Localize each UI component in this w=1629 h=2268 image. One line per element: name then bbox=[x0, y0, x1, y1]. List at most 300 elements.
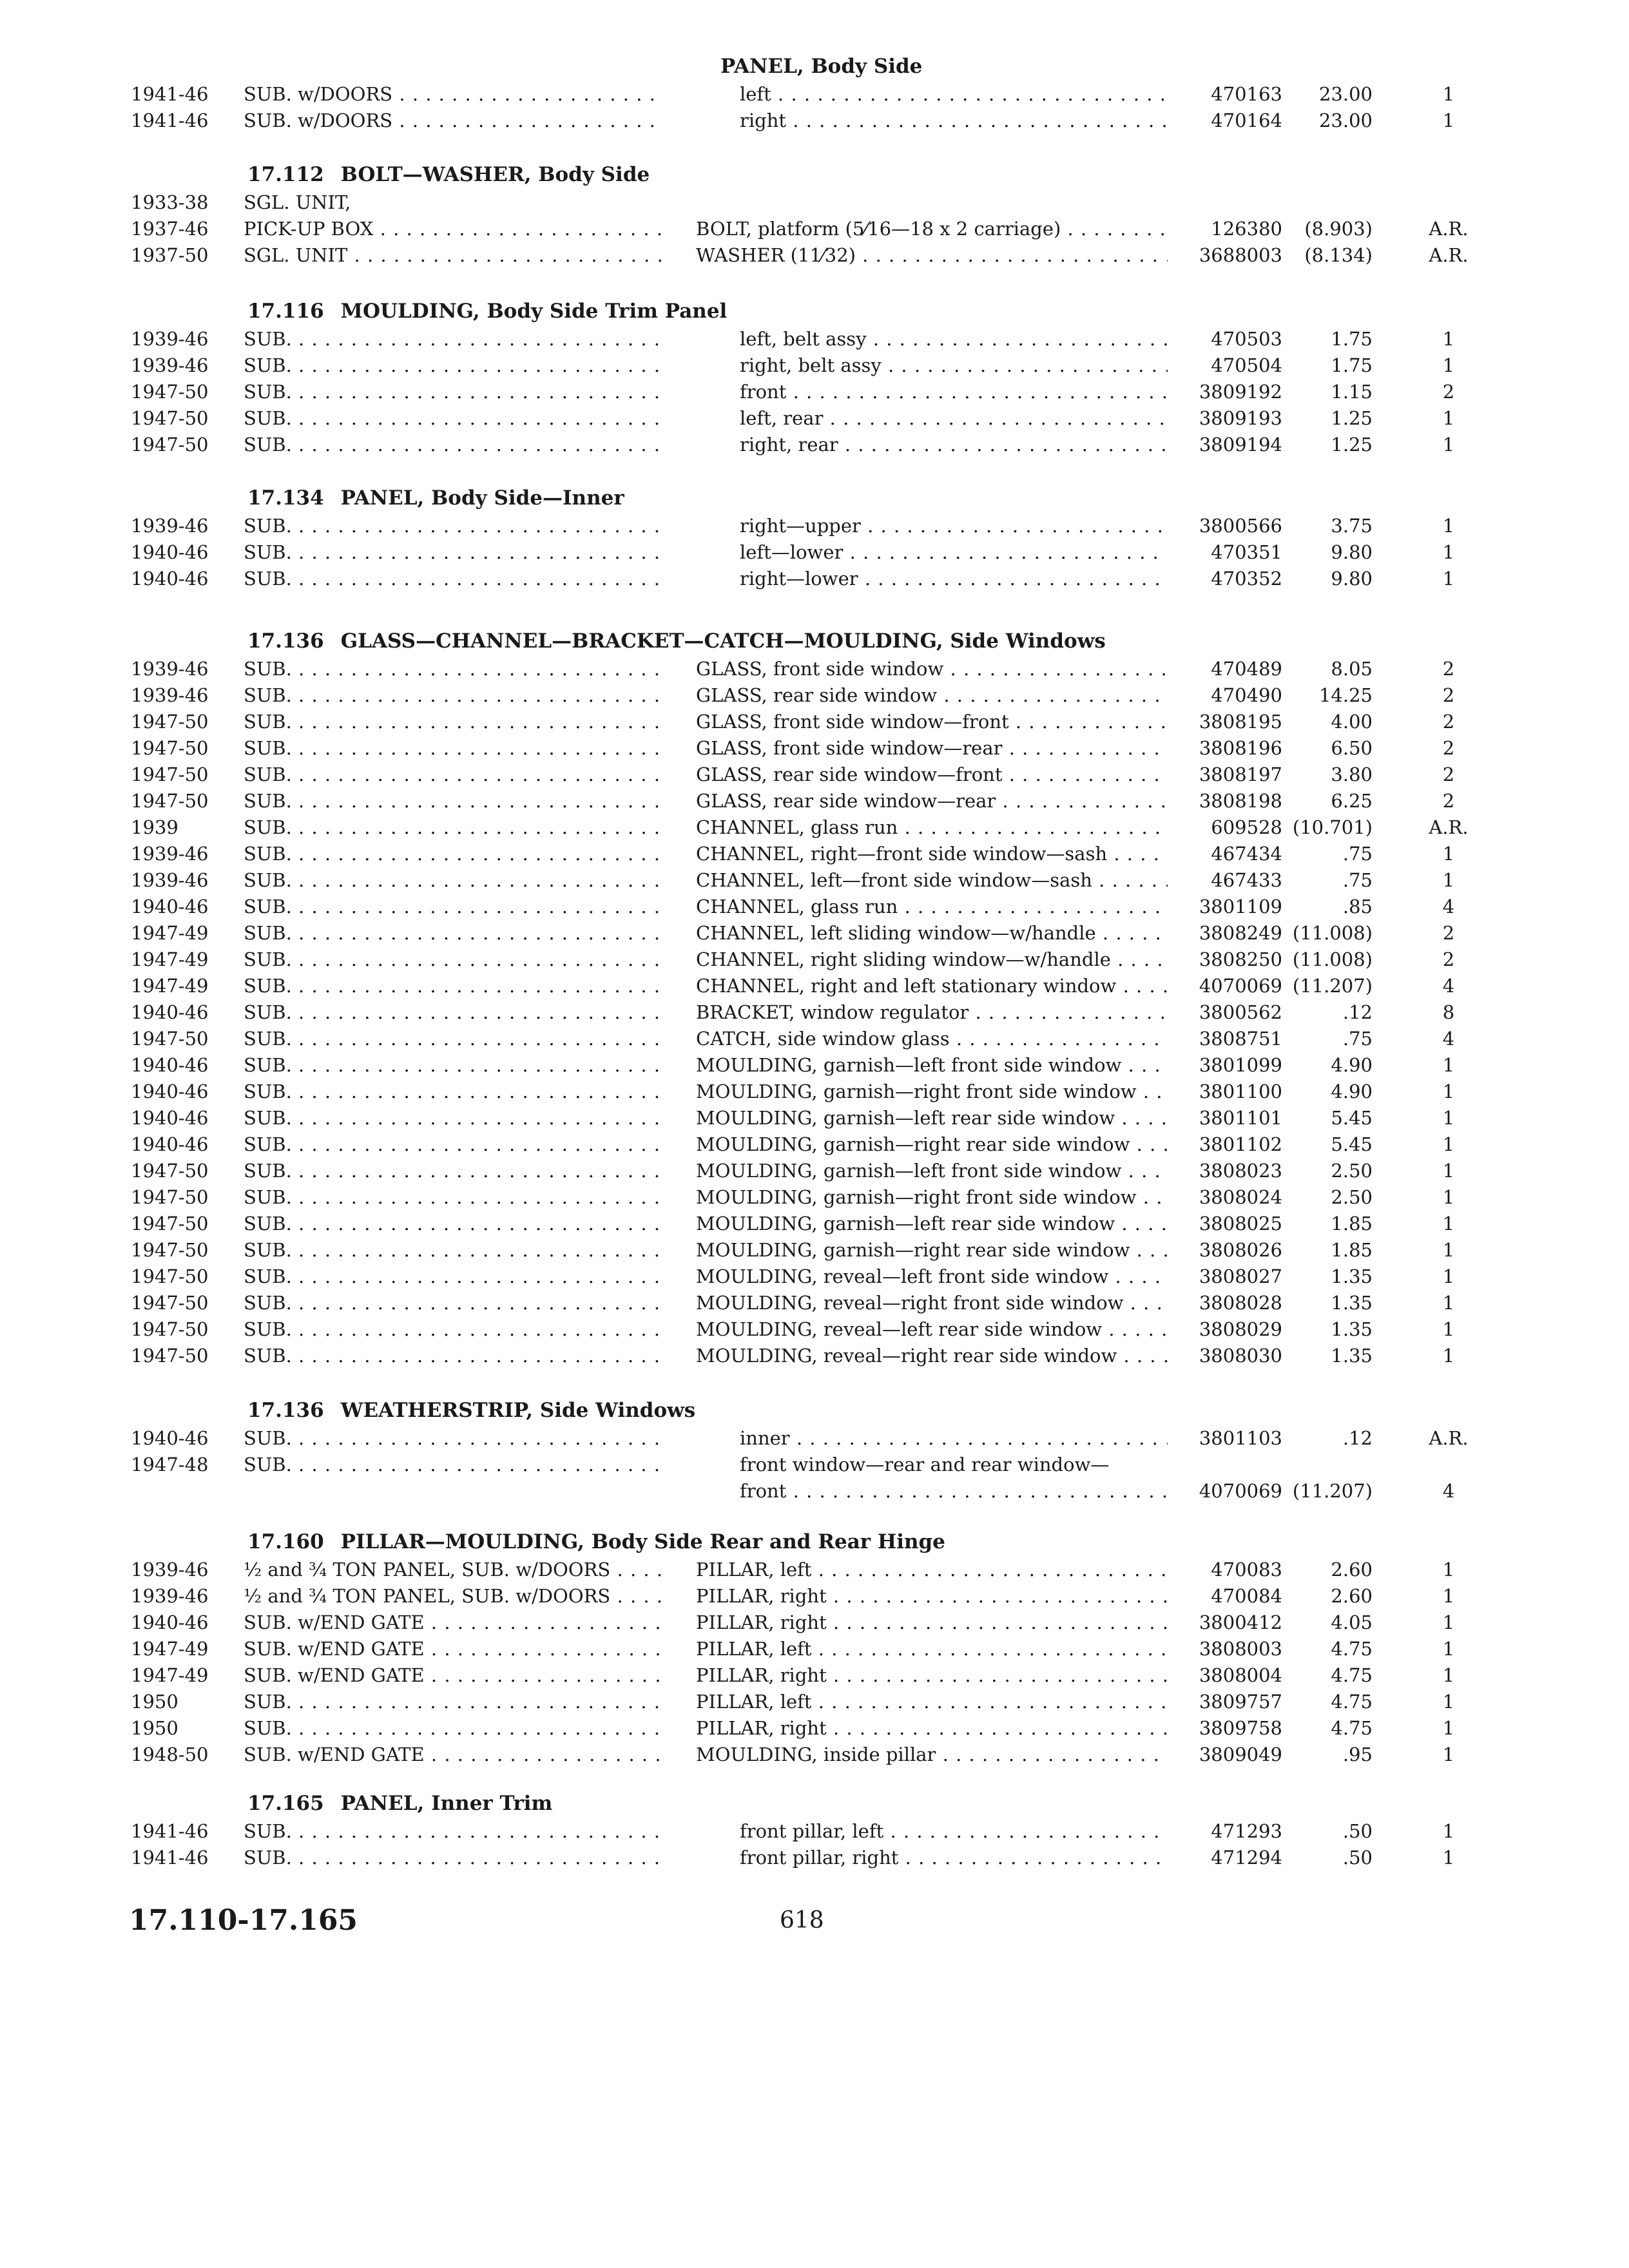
model-name: SUB. . . . bbox=[244, 999, 662, 1026]
part-number: 3800562 bbox=[1199, 1001, 1282, 1023]
parts-row bbox=[0, 1343, 1629, 1369]
model-year: 1939 bbox=[131, 816, 178, 838]
part-description: MOULDING, reveal—left rear side window . . . bbox=[696, 1316, 1168, 1343]
model-year: 1939-46 bbox=[131, 658, 209, 680]
model-name: SUB. . . . bbox=[244, 947, 662, 973]
quantity: 4 bbox=[1442, 1028, 1455, 1050]
part-number: 3808026 bbox=[1199, 1239, 1282, 1261]
part-price: 4.75 bbox=[1331, 1638, 1373, 1660]
model-year: 1941-46 bbox=[131, 83, 209, 105]
footer-section-range: 17.110-17.165 bbox=[129, 1904, 358, 1937]
part-price: (11.207) bbox=[1292, 1480, 1373, 1502]
part-price: 6.50 bbox=[1331, 737, 1373, 759]
model-name: SUB. . . . bbox=[244, 709, 662, 735]
quantity: A.R. bbox=[1429, 816, 1469, 838]
part-price: (11.207) bbox=[1292, 975, 1373, 997]
parts-row bbox=[0, 814, 1629, 841]
part-number: 3808024 bbox=[1199, 1186, 1282, 1208]
part-number: 3808198 bbox=[1199, 790, 1282, 812]
part-description: MOULDING, garnish—right rear side window . . . bbox=[696, 1131, 1168, 1158]
model-year: 1950 bbox=[131, 1717, 178, 1739]
quantity: 1 bbox=[1442, 1186, 1455, 1208]
part-number: 3809192 bbox=[1199, 381, 1282, 403]
model-name: SUB. . . . bbox=[244, 762, 662, 788]
model-name: SUB. . . . bbox=[244, 920, 662, 947]
part-description: PILLAR, left . . . bbox=[696, 1557, 1168, 1583]
part-number: 471294 bbox=[1211, 1847, 1282, 1869]
section-number: 17.116 bbox=[247, 300, 324, 323]
quantity: 1 bbox=[1442, 1054, 1455, 1076]
model-year: 1939-46 bbox=[131, 328, 209, 350]
quantity: 1 bbox=[1442, 1744, 1455, 1765]
model-name: SUB. w/DOORS . . . bbox=[244, 108, 662, 134]
model-year: 1940-46 bbox=[131, 1001, 209, 1023]
section-heading bbox=[247, 161, 650, 188]
parts-row bbox=[0, 920, 1629, 947]
section-number: 17.160 bbox=[247, 1530, 324, 1553]
quantity: 2 bbox=[1442, 711, 1455, 733]
quantity: 1 bbox=[1442, 1820, 1455, 1842]
quantity: 1 bbox=[1442, 1213, 1455, 1235]
parts-row bbox=[0, 999, 1629, 1026]
part-number: 3809757 bbox=[1199, 1691, 1282, 1713]
part-price: 1.25 bbox=[1331, 434, 1373, 456]
quantity: 2 bbox=[1442, 737, 1455, 759]
model-name: SUB. . . . bbox=[244, 539, 662, 566]
parts-row bbox=[0, 1689, 1629, 1715]
section-number: 17.136 bbox=[247, 629, 324, 653]
model-name: SUB. . . . bbox=[244, 1026, 662, 1052]
model-year: 1947-50 bbox=[131, 1028, 209, 1050]
quantity: 1 bbox=[1442, 541, 1455, 563]
model-name: SUB. . . . bbox=[244, 1158, 662, 1184]
model-year: 1939-46 bbox=[131, 1559, 209, 1581]
parts-row bbox=[0, 1158, 1629, 1184]
model-year: 1947-49 bbox=[131, 1638, 209, 1660]
part-number: 3808028 bbox=[1199, 1292, 1282, 1314]
part-price: .50 bbox=[1342, 1820, 1373, 1842]
model-name: SUB. . . . bbox=[244, 735, 662, 762]
parts-row bbox=[0, 1052, 1629, 1079]
model-year: 1940-46 bbox=[131, 1611, 209, 1633]
model-year: 1940-46 bbox=[131, 1081, 209, 1102]
model-name: SUB. w/END GATE . . . bbox=[244, 1662, 662, 1689]
model-name: SUB. . . . bbox=[244, 566, 662, 592]
parts-row bbox=[0, 1845, 1629, 1871]
model-name: SUB. . . . bbox=[244, 1290, 662, 1316]
model-name: SUB. . . . bbox=[244, 1452, 662, 1478]
part-number: 3808003 bbox=[1199, 1638, 1282, 1660]
part-price: 23.00 bbox=[1318, 83, 1373, 105]
model-year: 1947-50 bbox=[131, 407, 209, 429]
parts-row bbox=[0, 1184, 1629, 1211]
quantity: 1 bbox=[1442, 1691, 1455, 1713]
model-name: SUB. . . . bbox=[244, 1425, 662, 1452]
quantity: 1 bbox=[1442, 354, 1455, 376]
part-number: 4070069 bbox=[1199, 1480, 1282, 1502]
model-year: 1937-46 bbox=[131, 218, 209, 240]
part-number: 3808195 bbox=[1199, 711, 1282, 733]
part-description: CHANNEL, right—front side window—sash . . . bbox=[696, 841, 1168, 867]
model-year: 1947-50 bbox=[131, 1239, 209, 1261]
part-number: 467433 bbox=[1211, 869, 1282, 891]
parts-row bbox=[0, 894, 1629, 920]
part-price: 2.60 bbox=[1331, 1559, 1373, 1581]
parts-row bbox=[0, 1610, 1629, 1636]
part-price: 14.25 bbox=[1318, 684, 1373, 706]
section-number: 17.165 bbox=[247, 1792, 324, 1815]
part-price: (10.701) bbox=[1292, 816, 1373, 838]
parts-row bbox=[0, 1715, 1629, 1742]
part-price: 2.60 bbox=[1331, 1585, 1373, 1607]
quantity: 1 bbox=[1442, 1318, 1455, 1340]
part-price: 4.75 bbox=[1331, 1717, 1373, 1739]
model-year: 1947-50 bbox=[131, 711, 209, 733]
part-description: MOULDING, garnish—right front side window . . . bbox=[696, 1079, 1168, 1105]
parts-row bbox=[0, 1026, 1629, 1052]
part-price: 4.90 bbox=[1331, 1054, 1373, 1076]
model-year: 1947-50 bbox=[131, 1265, 209, 1287]
parts-row bbox=[0, 1425, 1629, 1452]
quantity: 2 bbox=[1442, 922, 1455, 944]
section-heading bbox=[247, 298, 727, 325]
quantity: 1 bbox=[1442, 434, 1455, 456]
model-name: SGL. UNIT . . . bbox=[244, 242, 662, 269]
part-price: 1.75 bbox=[1331, 354, 1373, 376]
part-price: 4.05 bbox=[1331, 1611, 1373, 1633]
part-description: GLASS, front side window—rear . . . bbox=[696, 735, 1168, 762]
part-number: 470504 bbox=[1211, 354, 1282, 376]
parts-row bbox=[0, 762, 1629, 788]
part-description: CHANNEL, glass run . . . bbox=[696, 814, 1168, 841]
section-number: 17.136 bbox=[247, 1399, 324, 1422]
model-year: 1939-46 bbox=[131, 354, 209, 376]
model-year: 1941-46 bbox=[131, 1847, 209, 1869]
quantity: 1 bbox=[1442, 869, 1455, 891]
model-year: 1947-50 bbox=[131, 1345, 209, 1367]
parts-row bbox=[0, 947, 1629, 973]
part-description: CATCH, side window glass . . . bbox=[696, 1026, 1168, 1052]
model-year: 1939-46 bbox=[131, 684, 209, 706]
model-name: SUB. . . . bbox=[244, 973, 662, 999]
parts-row bbox=[0, 1478, 1629, 1504]
model-name: SUB. . . . bbox=[244, 1316, 662, 1343]
part-number: 3801099 bbox=[1199, 1054, 1282, 1076]
quantity: 1 bbox=[1442, 1292, 1455, 1314]
part-description: front pillar, left . . . bbox=[740, 1818, 1168, 1845]
model-year: 1947-50 bbox=[131, 764, 209, 785]
model-name: SUB. . . . bbox=[244, 326, 662, 352]
quantity: 2 bbox=[1442, 764, 1455, 785]
parts-row bbox=[0, 1079, 1629, 1105]
quantity: 1 bbox=[1442, 1133, 1455, 1155]
part-number: 470489 bbox=[1211, 658, 1282, 680]
section-title: GLASS—CHANNEL—BRACKET—CATCH—MOULDING, Side Windows bbox=[340, 629, 1106, 653]
part-description: GLASS, rear side window—front . . . bbox=[696, 762, 1168, 788]
part-number: 3808023 bbox=[1199, 1160, 1282, 1182]
part-description: right—lower . . . bbox=[740, 566, 1168, 592]
model-name: SUB. . . . bbox=[244, 1211, 662, 1237]
part-description: inner . . . bbox=[740, 1425, 1168, 1452]
model-name: SUB. . . . bbox=[244, 379, 662, 405]
part-number: 470084 bbox=[1211, 1585, 1282, 1607]
model-name: SGL. UNIT, bbox=[244, 191, 351, 213]
part-price: 1.35 bbox=[1331, 1292, 1373, 1314]
section-heading bbox=[247, 628, 1106, 655]
model-year: 1947-50 bbox=[131, 790, 209, 812]
part-number: 3801103 bbox=[1199, 1427, 1282, 1449]
quantity: 2 bbox=[1442, 684, 1455, 706]
part-price: 6.25 bbox=[1331, 790, 1373, 812]
part-description: MOULDING, reveal—right front side window . . . bbox=[696, 1290, 1168, 1316]
quantity: 1 bbox=[1442, 1160, 1455, 1182]
model-name: SUB. . . . bbox=[244, 788, 662, 814]
section-heading bbox=[704, 53, 922, 80]
part-number: 609528 bbox=[1211, 816, 1282, 838]
model-name: SUB. . . . bbox=[244, 814, 662, 841]
part-price: 1.85 bbox=[1331, 1239, 1373, 1261]
part-price: .12 bbox=[1342, 1001, 1373, 1023]
model-year: 1933-38 bbox=[131, 191, 209, 213]
part-number: 3808027 bbox=[1199, 1265, 1282, 1287]
part-number: 470351 bbox=[1211, 541, 1282, 563]
parts-row bbox=[0, 735, 1629, 762]
section-title: MOULDING, Body Side Trim Panel bbox=[340, 300, 728, 323]
part-description: MOULDING, garnish—left rear side window . . . bbox=[696, 1105, 1168, 1131]
part-description: left, rear . . . bbox=[740, 405, 1168, 432]
model-year: 1941-46 bbox=[131, 110, 209, 131]
part-number: 3801101 bbox=[1199, 1107, 1282, 1129]
part-description: GLASS, rear side window . . . bbox=[696, 682, 1168, 709]
part-price: (8.134) bbox=[1304, 244, 1373, 266]
parts-row bbox=[0, 682, 1629, 709]
part-price: 1.75 bbox=[1331, 328, 1373, 350]
part-price: 4.75 bbox=[1331, 1691, 1373, 1713]
part-price: 23.00 bbox=[1318, 110, 1373, 131]
parts-row bbox=[0, 216, 1629, 242]
parts-row bbox=[0, 242, 1629, 269]
parts-row bbox=[0, 513, 1629, 539]
part-description: WASHER (11⁄32) . . . bbox=[696, 242, 1168, 269]
part-number: 470490 bbox=[1211, 684, 1282, 706]
parts-row bbox=[0, 1636, 1629, 1662]
quantity: 1 bbox=[1442, 1638, 1455, 1660]
quantity: 2 bbox=[1442, 381, 1455, 403]
part-description: MOULDING, garnish—left rear side window . . . bbox=[696, 1211, 1168, 1237]
quantity: 4 bbox=[1442, 975, 1455, 997]
part-number: 3808030 bbox=[1199, 1345, 1282, 1367]
model-year: 1947-50 bbox=[131, 434, 209, 456]
quantity: 1 bbox=[1442, 1239, 1455, 1261]
parts-row bbox=[0, 1290, 1629, 1316]
model-name: SUB. . . . bbox=[244, 1818, 662, 1845]
part-description: PILLAR, left . . . bbox=[696, 1689, 1168, 1715]
part-price: 4.90 bbox=[1331, 1081, 1373, 1102]
part-description: CHANNEL, glass run . . . bbox=[696, 894, 1168, 920]
part-number: 3801100 bbox=[1199, 1081, 1282, 1102]
part-price: 9.80 bbox=[1331, 541, 1373, 563]
quantity: 1 bbox=[1442, 110, 1455, 131]
model-name: ½ and ¾ TON PANEL, SUB. w/DOORS . . . bbox=[244, 1583, 662, 1610]
part-description: MOULDING, garnish—right rear side window . . . bbox=[696, 1237, 1168, 1264]
model-name: SUB. . . . bbox=[244, 513, 662, 539]
model-year: 1947-49 bbox=[131, 948, 209, 970]
model-year: 1940-46 bbox=[131, 1133, 209, 1155]
parts-row bbox=[0, 1131, 1629, 1158]
part-description: MOULDING, garnish—right front side window . . . bbox=[696, 1184, 1168, 1211]
model-year: 1941-46 bbox=[131, 1820, 209, 1842]
part-price: 8.05 bbox=[1331, 658, 1373, 680]
model-year: 1947-49 bbox=[131, 1664, 209, 1686]
model-name: SUB. . . . bbox=[244, 1131, 662, 1158]
part-price: 9.80 bbox=[1331, 568, 1373, 590]
part-description: front . . . bbox=[740, 1478, 1168, 1504]
section-heading bbox=[247, 1528, 945, 1555]
model-year: 1947-50 bbox=[131, 1318, 209, 1340]
parts-row bbox=[0, 1818, 1629, 1845]
parts-row bbox=[0, 108, 1629, 134]
model-name: SUB. . . . bbox=[244, 1079, 662, 1105]
part-price: .12 bbox=[1342, 1427, 1373, 1449]
part-description: MOULDING, garnish—left front side window . . . bbox=[696, 1052, 1168, 1079]
model-name: SUB. w/END GATE . . . bbox=[244, 1742, 662, 1768]
model-year: 1947-50 bbox=[131, 381, 209, 403]
parts-row bbox=[0, 1557, 1629, 1583]
part-price: .95 bbox=[1342, 1744, 1373, 1765]
parts-row bbox=[0, 841, 1629, 867]
part-price: .75 bbox=[1342, 843, 1373, 865]
part-price: 1.35 bbox=[1331, 1318, 1373, 1340]
model-year: 1948-50 bbox=[131, 1744, 209, 1765]
part-number: 470163 bbox=[1211, 83, 1282, 105]
parts-row bbox=[0, 352, 1629, 379]
part-price: (11.008) bbox=[1292, 948, 1373, 970]
model-year: 1947-48 bbox=[131, 1454, 209, 1475]
part-description: GLASS, front side window . . . bbox=[696, 656, 1168, 682]
part-number: 470352 bbox=[1211, 568, 1282, 590]
part-price: (8.903) bbox=[1304, 218, 1373, 240]
model-year: 1947-50 bbox=[131, 1213, 209, 1235]
part-description: right, belt assy . . . bbox=[740, 352, 1168, 379]
parts-row bbox=[0, 81, 1629, 108]
part-price: 1.35 bbox=[1331, 1265, 1373, 1287]
model-name: PICK-UP BOX . . . bbox=[244, 216, 662, 242]
parts-row bbox=[0, 867, 1629, 894]
part-number: 3808196 bbox=[1199, 737, 1282, 759]
parts-row bbox=[0, 709, 1629, 735]
parts-row bbox=[0, 1662, 1629, 1689]
part-price: 2.50 bbox=[1331, 1186, 1373, 1208]
part-description: CHANNEL, right sliding window—w/handle . . . bbox=[696, 947, 1168, 973]
part-price: .85 bbox=[1342, 896, 1373, 918]
part-description: GLASS, rear side window—rear . . . bbox=[696, 788, 1168, 814]
part-number: 470083 bbox=[1211, 1559, 1282, 1581]
part-price: .75 bbox=[1342, 869, 1373, 891]
quantity: 8 bbox=[1442, 1001, 1455, 1023]
quantity: 1 bbox=[1442, 843, 1455, 865]
part-description: BOLT, platform (5⁄16—18 x 2 carriage) . . . bbox=[696, 216, 1168, 242]
model-name: SUB. . . . bbox=[244, 867, 662, 894]
parts-row bbox=[0, 379, 1629, 405]
model-name: SUB. . . . bbox=[244, 432, 662, 458]
part-price: 3.80 bbox=[1331, 764, 1373, 785]
part-number: 467434 bbox=[1211, 843, 1282, 865]
model-year: 1940-46 bbox=[131, 1054, 209, 1076]
section-heading bbox=[247, 485, 624, 512]
part-number: 3808025 bbox=[1199, 1213, 1282, 1235]
part-description: front pillar, right . . . bbox=[740, 1845, 1168, 1871]
model-name: SUB. . . . bbox=[244, 1237, 662, 1264]
model-year: 1947-50 bbox=[131, 737, 209, 759]
model-year: 1940-46 bbox=[131, 896, 209, 918]
model-name: SUB. . . . bbox=[244, 841, 662, 867]
section-heading bbox=[247, 1397, 695, 1424]
part-number: 126380 bbox=[1211, 218, 1282, 240]
parts-row bbox=[0, 973, 1629, 999]
part-price: 1.35 bbox=[1331, 1345, 1373, 1367]
model-name: SUB. . . . bbox=[244, 1264, 662, 1290]
part-description: left . . . bbox=[740, 81, 1168, 108]
part-description: PILLAR, left . . . bbox=[696, 1636, 1168, 1662]
model-year: 1937-50 bbox=[131, 244, 209, 266]
part-description: PILLAR, right . . . bbox=[696, 1715, 1168, 1742]
parts-row bbox=[0, 788, 1629, 814]
model-name: SUB. w/DOORS . . . bbox=[244, 81, 662, 108]
model-name: SUB. w/END GATE . . . bbox=[244, 1610, 662, 1636]
quantity: 1 bbox=[1442, 1847, 1455, 1869]
part-number: 3808029 bbox=[1199, 1318, 1282, 1340]
part-description: MOULDING, inside pillar . . . bbox=[696, 1742, 1168, 1768]
model-year: 1940-46 bbox=[131, 568, 209, 590]
model-year: 1947-49 bbox=[131, 975, 209, 997]
parts-row bbox=[0, 1742, 1629, 1768]
parts-row bbox=[0, 1264, 1629, 1290]
quantity: 1 bbox=[1442, 568, 1455, 590]
part-description: CHANNEL, left—front side window—sash . . . bbox=[696, 867, 1168, 894]
parts-row bbox=[0, 326, 1629, 352]
quantity: 2 bbox=[1442, 948, 1455, 970]
parts-row bbox=[0, 1237, 1629, 1264]
quantity: 1 bbox=[1442, 1265, 1455, 1287]
part-price: .50 bbox=[1342, 1847, 1373, 1869]
parts-row bbox=[0, 405, 1629, 432]
section-title: PANEL, Body Side—Inner bbox=[340, 486, 624, 510]
part-description: BRACKET, window regulator . . . bbox=[696, 999, 1168, 1026]
quantity: 1 bbox=[1442, 1081, 1455, 1102]
part-number: 3800566 bbox=[1199, 515, 1282, 537]
section-number: 17.134 bbox=[247, 486, 324, 510]
part-number: 3808250 bbox=[1199, 948, 1282, 970]
part-number: 3801102 bbox=[1199, 1133, 1282, 1155]
part-description: left, belt assy . . . bbox=[740, 326, 1168, 352]
model-name: SUB. . . . bbox=[244, 1105, 662, 1131]
part-description: front . . . bbox=[740, 379, 1168, 405]
part-description: CHANNEL, right and left stationary window . . . bbox=[696, 973, 1168, 999]
part-description: MOULDING, reveal—left front side window . . . bbox=[696, 1264, 1168, 1290]
model-name: SUB. . . . bbox=[244, 656, 662, 682]
model-year: 1950 bbox=[131, 1691, 178, 1713]
model-year: 1947-49 bbox=[131, 922, 209, 944]
part-price: .75 bbox=[1342, 1028, 1373, 1050]
model-name: SUB. w/END GATE . . . bbox=[244, 1636, 662, 1662]
parts-row bbox=[0, 189, 1629, 216]
quantity: 1 bbox=[1442, 328, 1455, 350]
model-name: SUB. . . . bbox=[244, 1343, 662, 1369]
quantity: 1 bbox=[1442, 1611, 1455, 1633]
section-heading bbox=[247, 1790, 552, 1817]
section-title: WEATHERSTRIP, Side Windows bbox=[340, 1399, 696, 1422]
section-number: 17.112 bbox=[247, 163, 324, 186]
